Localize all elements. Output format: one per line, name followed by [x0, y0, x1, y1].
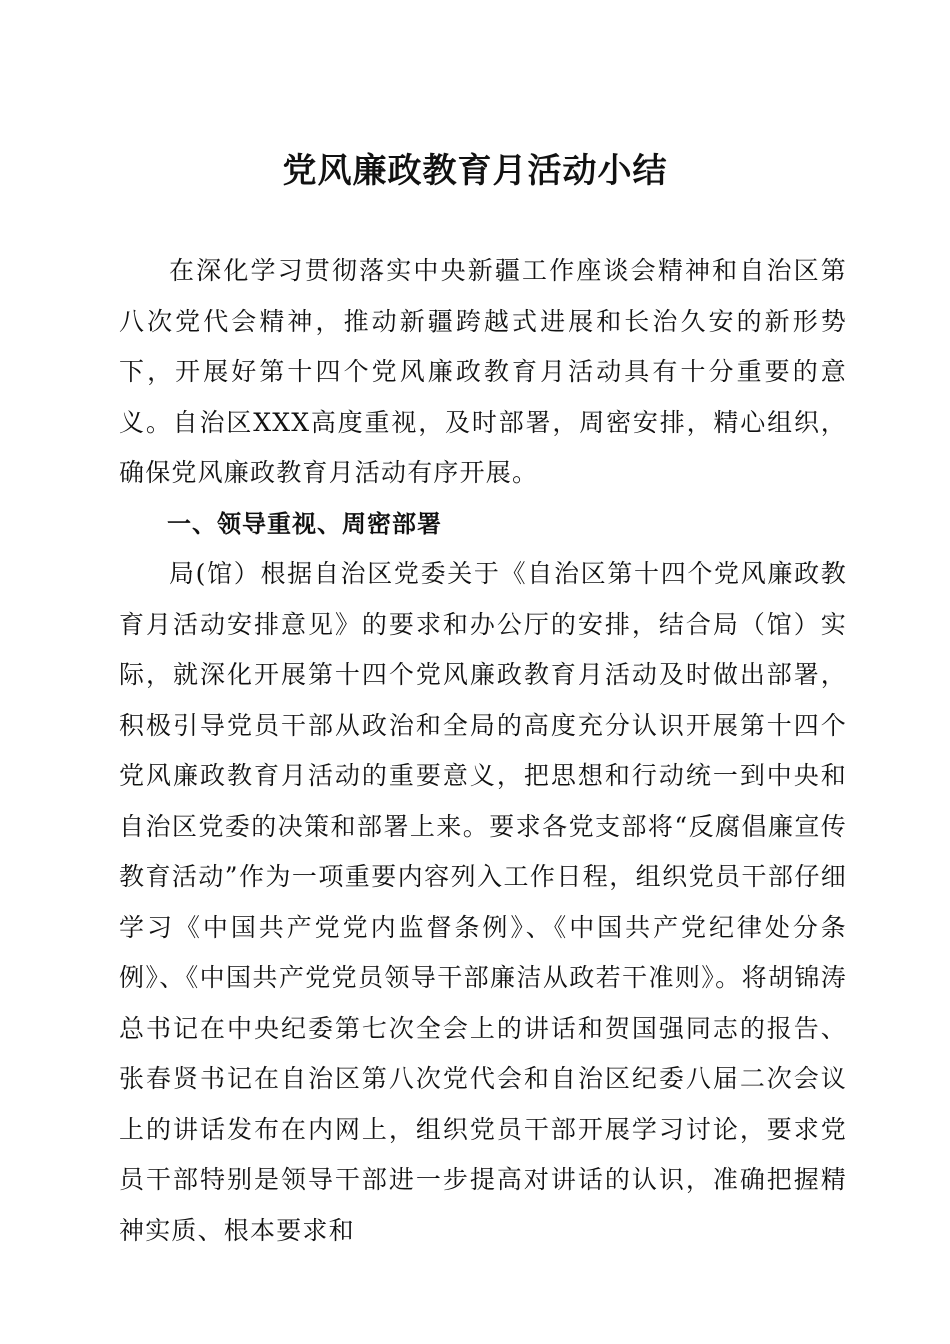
intro-paragraph: 在深化学习贯彻落实中央新疆工作座谈会精神和自治区第八次党代会精神，推动新疆跨越式进展和长治久安的新形势下，开展好第十四个党风廉政教育月活动具有十分重要的意义。自治区XXX高度重视，及时部署，周密安排，精心组织，确保党风廉政教育月活动有序开展。 [119, 256, 847, 487]
document-body [119, 246, 847, 1256]
section-1-paragraph: 局(馆）根据自治区党委关于《自治区第十四个党风廉政教育月活动安排意见》的要求和办公厅的安排，结合局（馆）实际，就深化开展第十四个党风廉政教育月活动及时做出部署，积极引导党员干部从政治和全局的高度充分认识开展第十四个党风廉政教育月活动的重要意义，把思想和行动统一到中央和自治区党委的决策和部署上来。要求各党支部将“反腐倡廉宣传教育活动”作为一项重要内容列入工作日程，组织党员干部仔细学习《中国共产党党内监督条例》、《中国共产党纪律处分条例》、《中国共产党党员领导干部廉洁从政若干准则》。将胡锦涛总书记在中央纪委第七次全会上的讲话和贺国强同志的报告、张春贤书记在自治区第八次党代会和自治区纪委八届二次会议上的讲话发布在内网上，组织党员干部开展学习讨论，要求党员干部特别是领导干部进一步提高对讲话的认识，准确把握精神实质、根本要求和 [119, 559, 847, 1245]
section-heading-1: 一、领导重视、周密部署 [167, 509, 442, 538]
document-title: 党风廉政教育月活动小结 [282, 151, 668, 191]
